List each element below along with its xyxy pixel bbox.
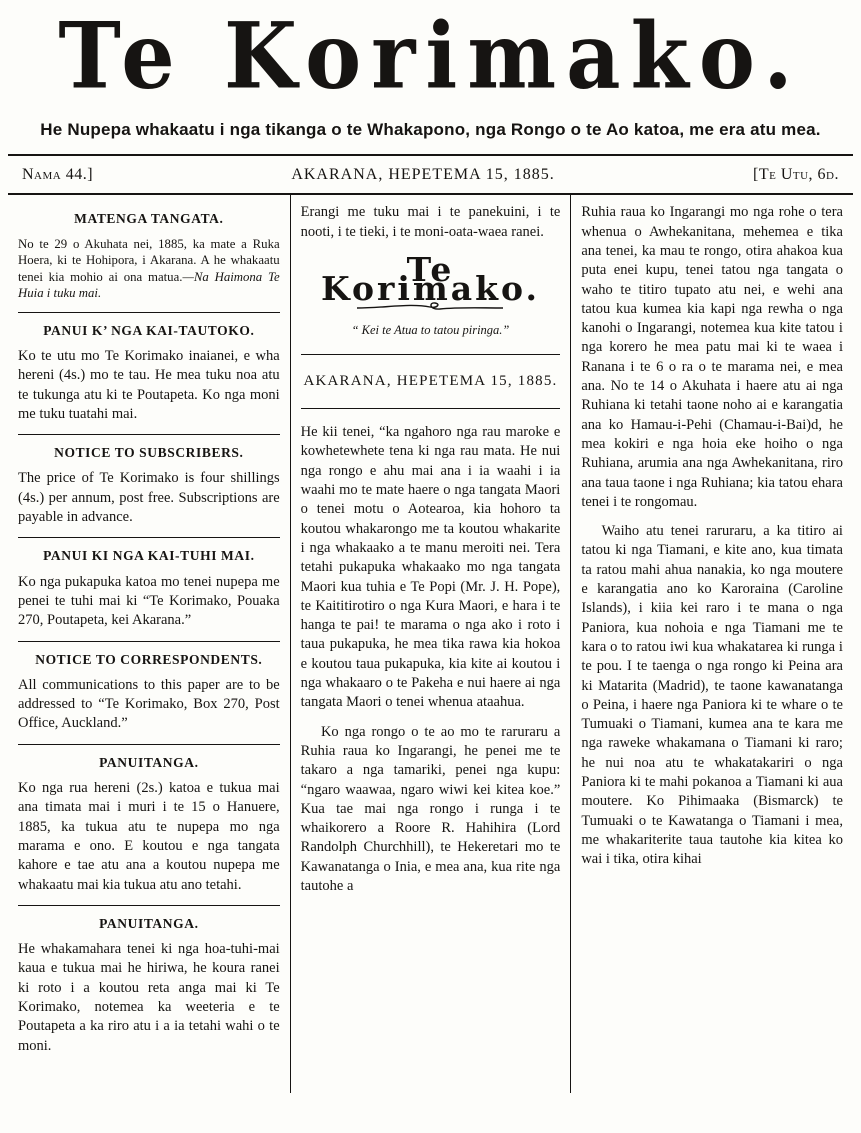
masthead-title: Te Korimako.: [58, 1, 803, 109]
article-paragraph: Ko nga rongo o te ao mo te raruraru a Ruhia raua ko Ingarangi, he penei me te takaro a nga tamariki, penei nga kupu: “ngaro waawaa, ngaro wiwi kei kitea koe.” Kua tae mai nga rongo i runga i te whaikorero a Roore R. Hahihira (Lord Randolph Churchhill), te Hekeretari mo te Kawanatanga o Inia, e mea ana, kua rite nga tautohe a: [300, 723, 561, 894]
section-body: Ko nga rua hereni (2s.) katoa e tukua mai ana timata mai i muri i te 15 o Hanuere, 1885, ka tukua atu te nupepa mo nga marama e ono. E koutou e nga tangata kahore e tae atu ana a koutou nupepa me whakaatu mai kia tukua atu ano tetahi.: [18, 780, 280, 893]
masthead: [8, 1, 853, 140]
section-body-text: No te 29 o Akuhata nei, 1885, ka mate a Ruka Hoera, ki te Hohipora, i Akarana. A he whakaatu tenei kia mohio ai ona matua.: [18, 236, 280, 284]
dateline-place-date: AKARANA, HEPETEMA 15, 1885.: [291, 166, 555, 184]
article-paragraph: Ruhia raua ko Ingarangi mo nga rohe o tera whenua o Awhekanitana, mehemea e tika ana tenei, ka mau te rongo, otira ahakoa kua puta enei kupu, tenei tatou nga tangata o waho te titiro tupato atu nei, e wehi ana tatou kua kumea kia kapi nga rewha o nga kanohi o Ingarangi, notemea kua kite tatou i nga korero he mea patu mai ki te waea i Ranana i te 6 o ra o te marama nei, e mea ana. No te 14 o Akuhata i haere atu ai nga Ruhiana ki tetahi taone noho ai e karangatia ana ko Hamau-i-Pehi (Chamau-i-Bai)d, he mea kokiri e nga hoia eke hoiho o nga Ruhiana, arumia ana nga Awhekanitana, riro ana taua taone i nga Ruhiana; kia tatou ehara tenei i te rongomau.: [581, 204, 843, 510]
column-3: [571, 195, 853, 1093]
section-divider: [18, 537, 280, 538]
section-divider: [18, 744, 280, 745]
section-divider: [18, 641, 280, 642]
article-paragraph: Waiho atu tenei raruraru, a ka titiro ai tatou ki nga Tiamani, e kite ano, kua timata ta ratou mahi ahua nanakia, ko nga moutere e karangatia ano ko Karoraina (Caroline Islands), i kiia kei raro i te mana o nga Paniora, kua nohoia e nga Tiamani me te kara o to ratou iwi kua whakatarea ki runga i te pou. I te taenga o nga rongo ki Peina ara ki Matarita (Madrid), te taone kawanatanga o Peina, i haere nga Paniora ki te whare o te Tumuaki o Tiamani, kumea ana te kara me nga raweke whakamana o Tiamani ki raro; he nui noa atu te whakatakariri o nga Paniora ki te mahi pokanoa a Tiamani ki aua moutere. Ko Pihimaaka (Bismarck) te Tumuaki o te Kawatanga o Tiamani i mea, me whakariterite taua tautohe kia kitea ko wai i tika, otira kihai: [581, 523, 843, 868]
column-layout: [8, 195, 853, 1093]
section-heading: PANUI KI NGA KAI-TUHI MAI.: [43, 548, 255, 564]
inner-masthead: [301, 249, 561, 340]
section-divider: [301, 354, 561, 355]
section-attribution: —Na Haimona Te Huia i tuku mai.: [18, 269, 280, 301]
notice-panuitanga-2: [18, 914, 280, 1056]
section-heading: PANUI K’ NGA KAI-TAUTOKO.: [43, 322, 255, 338]
section-heading: MATENGA TANGATA.: [74, 211, 224, 227]
section-heading: NOTICE TO CORRESPONDENTS.: [35, 651, 263, 667]
column-2: [290, 195, 572, 1093]
section-heading: PANUITANGA.: [99, 754, 199, 770]
masthead-subtitle: He Nupepa whakaatu i nga tikanga o te Whakapono, nga Rongo o te Ao katoa, me era atu mea.: [40, 120, 821, 140]
section-body: Ko te utu mo Te Korimako inaianei, e wha hereni (4s.) mo te tau. He mea tuku noa atu te tukunga atu ki te Poutapeta. Ko nga moni me tuku tuatahi mai.: [18, 347, 280, 422]
section-divider: [301, 408, 561, 409]
price: [Te Utu, 6d.: [753, 166, 839, 184]
notice-to-subscribers: [18, 443, 280, 527]
section-body: [18, 236, 280, 302]
dateline-row: [8, 156, 853, 193]
section-divider: [18, 312, 280, 313]
column-1: [8, 195, 290, 1093]
notice-panuitanga-1: [18, 753, 280, 895]
article-paragraph: He kii tenei, “ka ngahoro nga rau maroke e kowhetewhete tena ki nga rau mata. He nui nga rongo e ahu mai ana i ia waahi i ia waahi mo te mate haere o nga tangata Maori o tenei motu o Aotearoa, kia hohoro ta koutou whakarongo me ta koutou whakarite i nga whakaako a te manu meroiti nei. Tera tetahi pukapuka whakaako mo nga tangata Maori kua tuhia e Te Popi (Mr. J. H. Pope), te Kaititirotiro o nga Kura Maori, e hara i te hanga te pai! te marama o nga ako i roto i taua pukapuka, he mea tika rawa kia hokoa e koutou taua pukapuka, kia kite ai koutou i nga whakaaro o te Pakeha e nui haere ai nga tangata Maori o tenei whenua ataahua.: [300, 424, 561, 711]
section-heading: NOTICE TO SUBSCRIBERS.: [54, 445, 244, 461]
notice-matenga-tangata: [18, 209, 280, 301]
section-body: Ko nga pukapuka katoa mo tenei nupepa me penei te tuhi mai ki “Te Korimako, Pouaka 270, Poutapeta, kei Akarana.”: [18, 573, 280, 629]
section-divider: [18, 434, 280, 435]
notice-kai-tautoko: [18, 321, 280, 424]
section-body: He whakamahara tenei ki nga hoa-tuhi-mai kaua e tukua mai he hiriwa, he koura ranei ki roto i a koutou reta anga mai ki Te Korimako, notemea ka weeteria e te Poutapeta a ka riro atu i a ia tetahi wahi o te moni.: [18, 941, 280, 1054]
section-heading: PANUITANGA.: [99, 915, 199, 931]
continuation-paragraph: Erangi me tuku mai i te panekuini, i te nooti, i te tieki, i te moni-oata-waea ranei.: [300, 204, 561, 240]
section-body: All communications to this paper are to be addressed to “Te Korimako, Box 270, Post Office, Auckland.”: [18, 676, 280, 732]
masthead-motto: “ Kei te Atua to tatou piringa.”: [351, 322, 510, 337]
notice-kai-tuhi-mai: [18, 546, 280, 630]
section-divider: [18, 905, 280, 906]
column-dateline: AKARANA, HEPETEMA 15, 1885.: [303, 372, 558, 389]
notice-to-correspondents: [18, 650, 280, 734]
inner-masthead-title: Te Korimako.: [320, 249, 540, 309]
issue-number: Nama 44.]: [22, 166, 94, 184]
section-body: The price of Te Korimako is four shillings (4s.) per annum, post free. Subscriptions are payable in advance.: [18, 470, 280, 526]
